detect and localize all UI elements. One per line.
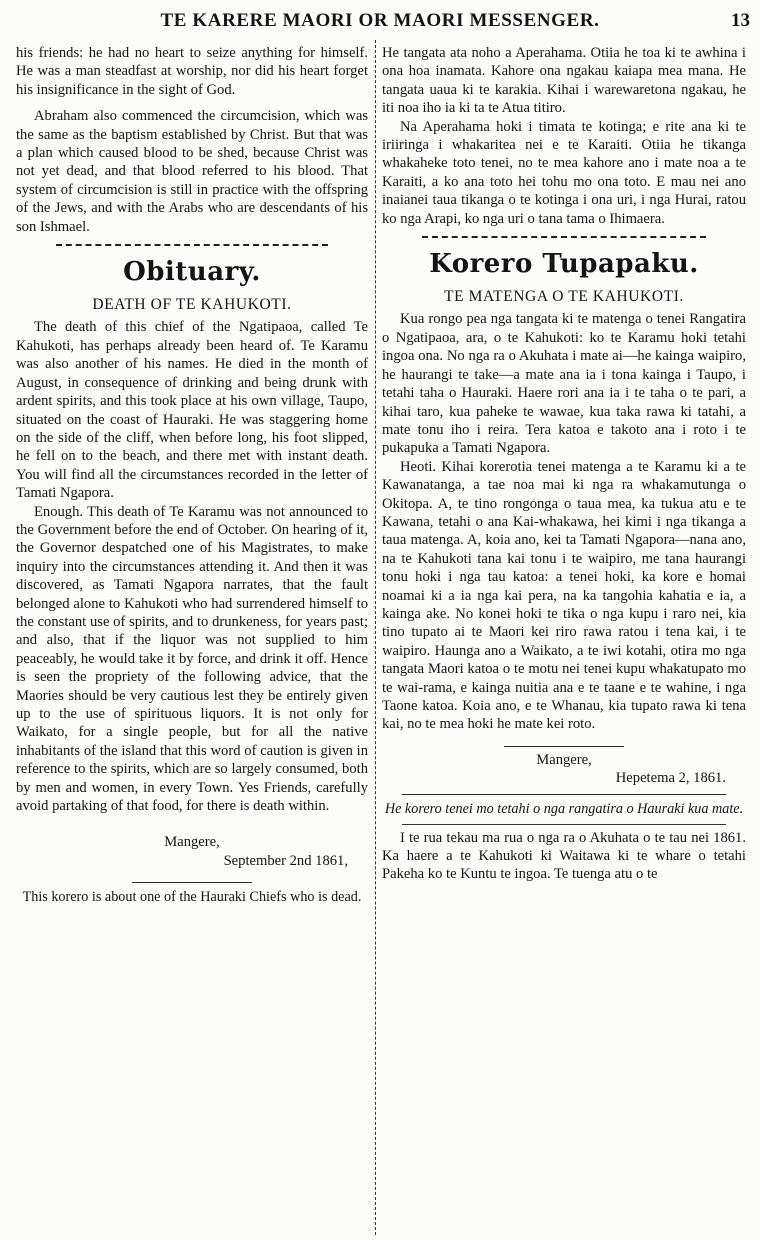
dateline-rule <box>504 746 624 747</box>
article-heading: DEATH OF TE KAHUKOTI. <box>92 296 292 314</box>
dateline-place: Mangere, <box>536 751 592 768</box>
note-rule <box>402 824 726 825</box>
page-number: 13 <box>731 10 750 31</box>
article-paragraph: Enough. This death of Te Karamu was not announced to the Government before the end of October. On hearing of it, the Governor despatched one of his Magistrates, to make inquiry into the circumstances attending it. And then it was discovered, as Tamati Ngapora narrates, that the fault belonged alone to Kahukoti who had surrendered himself to the constant use of spirits, and to drunkeness, for years past; and also, that if the liquor was not supplied to him peaceably, he would take it by force, and drink it off. Hence is seen the propriety of the following advice, that the Maories should be very cautious lest they be entirely given up to the use of spirituous liquors. It is not only for Waikato, for a single people, but for all the native inhabitants of the island that this word of caution is given in reference to the spirits, which are so largely consumed, both by men and women, in every Town. Yes Friends, carefully avoid partaking of that food, for there is death within. <box>16 503 368 815</box>
article-paragraph: Kua rongo pea nga tangata ki te matenga o tenei Rangatira o Ngatipaoa, ara, o te Kahukoti: ko te Karamu hoki tetahi ingoa ona. No nga ra o Akuhata i mate ai—he kainga waipiro, he haurangi te take—a mate ana ia i tona kainga i Taupo, i tetahi taha o Hauraki. Haere rori ana ia i te taha o te pari, a kihai taro, kua paheke te wawae, kua taka rawa ki tatahi, a mate tonu iho i reira. Tera katoa e takoto ana i roto i te pukapuka a Tamati Ngapora. <box>382 311 746 457</box>
dateline-date: Hepetema 2, 1861. <box>615 770 726 787</box>
page-header <box>0 4 760 36</box>
article-note: He korero tenei mo tetahi o nga rangatira o Hauraki kua mate. <box>384 800 744 817</box>
maori-column <box>382 44 746 1234</box>
article-paragraph: The death of this chief of the Ngatipaoa, called Te Kahukoti, has perhaps already been heard of. Te Karamu was also another of his names. He died in the month of August, in consequence of drinking and being drunk with ardent spirits, and this took place at his own village, Taupo, situated on the coast of Hauraki. He was staggering home on the side of the cliff, when before long, his foot slipped, he fell on to the beach, and there met with instant death. You will find all the circumstances recorded in the letter of Tamati Ngapora. <box>16 319 368 502</box>
continued-paragraph: his friends: he had no heart to seize anything for himself. He was a man steadfast at worship, nor did his heart forget his insignificance in the sight of God. <box>16 45 368 98</box>
column-divider <box>375 40 376 1235</box>
dateline-date: September 2nd 1861, <box>223 852 348 869</box>
section-separator <box>422 236 706 238</box>
article-heading: TE MATENGA O TE KAHUKOTI. <box>444 288 684 306</box>
section-title: Korero Tupapaku. <box>429 249 699 280</box>
note-rule <box>402 794 726 795</box>
note-rule <box>132 882 252 883</box>
section-title: Obituary. <box>123 257 261 288</box>
next-paragraph: I te rua tekau ma rua o nga ra o Akuhata o te tau nei 1861. Ka haere a te Kahukoti ki Waitawa ki te whare o tetahi Pakeha ko te Kuntu te ingoa. Te tuenga atu o te <box>382 829 746 883</box>
english-column <box>16 44 368 1234</box>
section-separator <box>56 244 328 246</box>
abraham-paragraph: Abraham also commenced the circumcision, which was the same as the baptism established by Christ. But that was a plan which caused blood to be shed, because Christ was not yet dead, and that blood referred to his blood. That system of circumcision is still in practice with the offspring of the Jews, and with the Arabs who are descendants of his son Ishmael. <box>16 108 368 235</box>
aperahama-paragraph: Na Aperahama hoki i timata te kotinga; e rite ana ki te iriiringa i whakaritea nei e te Karaiti. Otiia he tikanga whakaheke toto tenei, no te mea kahore ano i mate noa a te Karaiti, a ko ana toto hei tohu mo ona toto. E mau nei ano inaianei taua tikanga o te kotinga i ona uri, i nga Hurai, ratou ko nga Arapi, ko nga uri o tana tama o Ihimaera. <box>382 118 746 227</box>
running-title: TE KARERE MAORI OR MAORI MESSENGER. <box>160 10 600 31</box>
article-note: This korero is about one of the Hauraki Chiefs who is dead. <box>22 889 362 906</box>
dateline-place: Mangere, <box>164 834 220 851</box>
continued-paragraph: He tangata ata noho a Aperahama. Otiia he toa ki te awhina i ona hoa inamata. Kahore ona ngakau kaiapa mea mana. He tangata uaua ki te karakia. Kihai i warewaretona ngakau, he iti noa iho ia ki ta te Atua titiro. <box>382 45 746 117</box>
article-paragraph: Heoti. Kihai korerotia tenei matenga a te Karamu ki a te Kawanatanga, a tae noa mai ki nga ra whakamutunga o Okitopa. A, te tino rongonga o taua mea, ka tukua atu e te Kawana, tetahi o ana Kai-whakawa, hei kimi i nga tikanga a taua matenga. A, koia ano, kei ta Tamati Ngapora—nana ano, na te Kahukoti tana kai tonu i te waipiro, me tana haurangi tonu hoki i nga tau katoa: a tenei hoki, ka kore e homai noamai ki a ia nga kai pera, na ka tangohia kahatia e ia, a kainga ake. No konei hoki te tika o nga kupu i raro nei, kia tino tupato ai te Maori kei riro rawa ratou i tena kai, i te waipiro. Haunga ano a Waikato, a te iwi kotahi, otira mo nga tangata Maori katoa o te motu nei tenei kupu whakatupato mo te wai-rama, e kainga nuitia ana e te taane e te wahine, i nga Taone katoa. Koia ano, e te Whanau, kia tupato rawa ki tena kai, no te mea hoki he mate kei roto. <box>382 458 746 733</box>
